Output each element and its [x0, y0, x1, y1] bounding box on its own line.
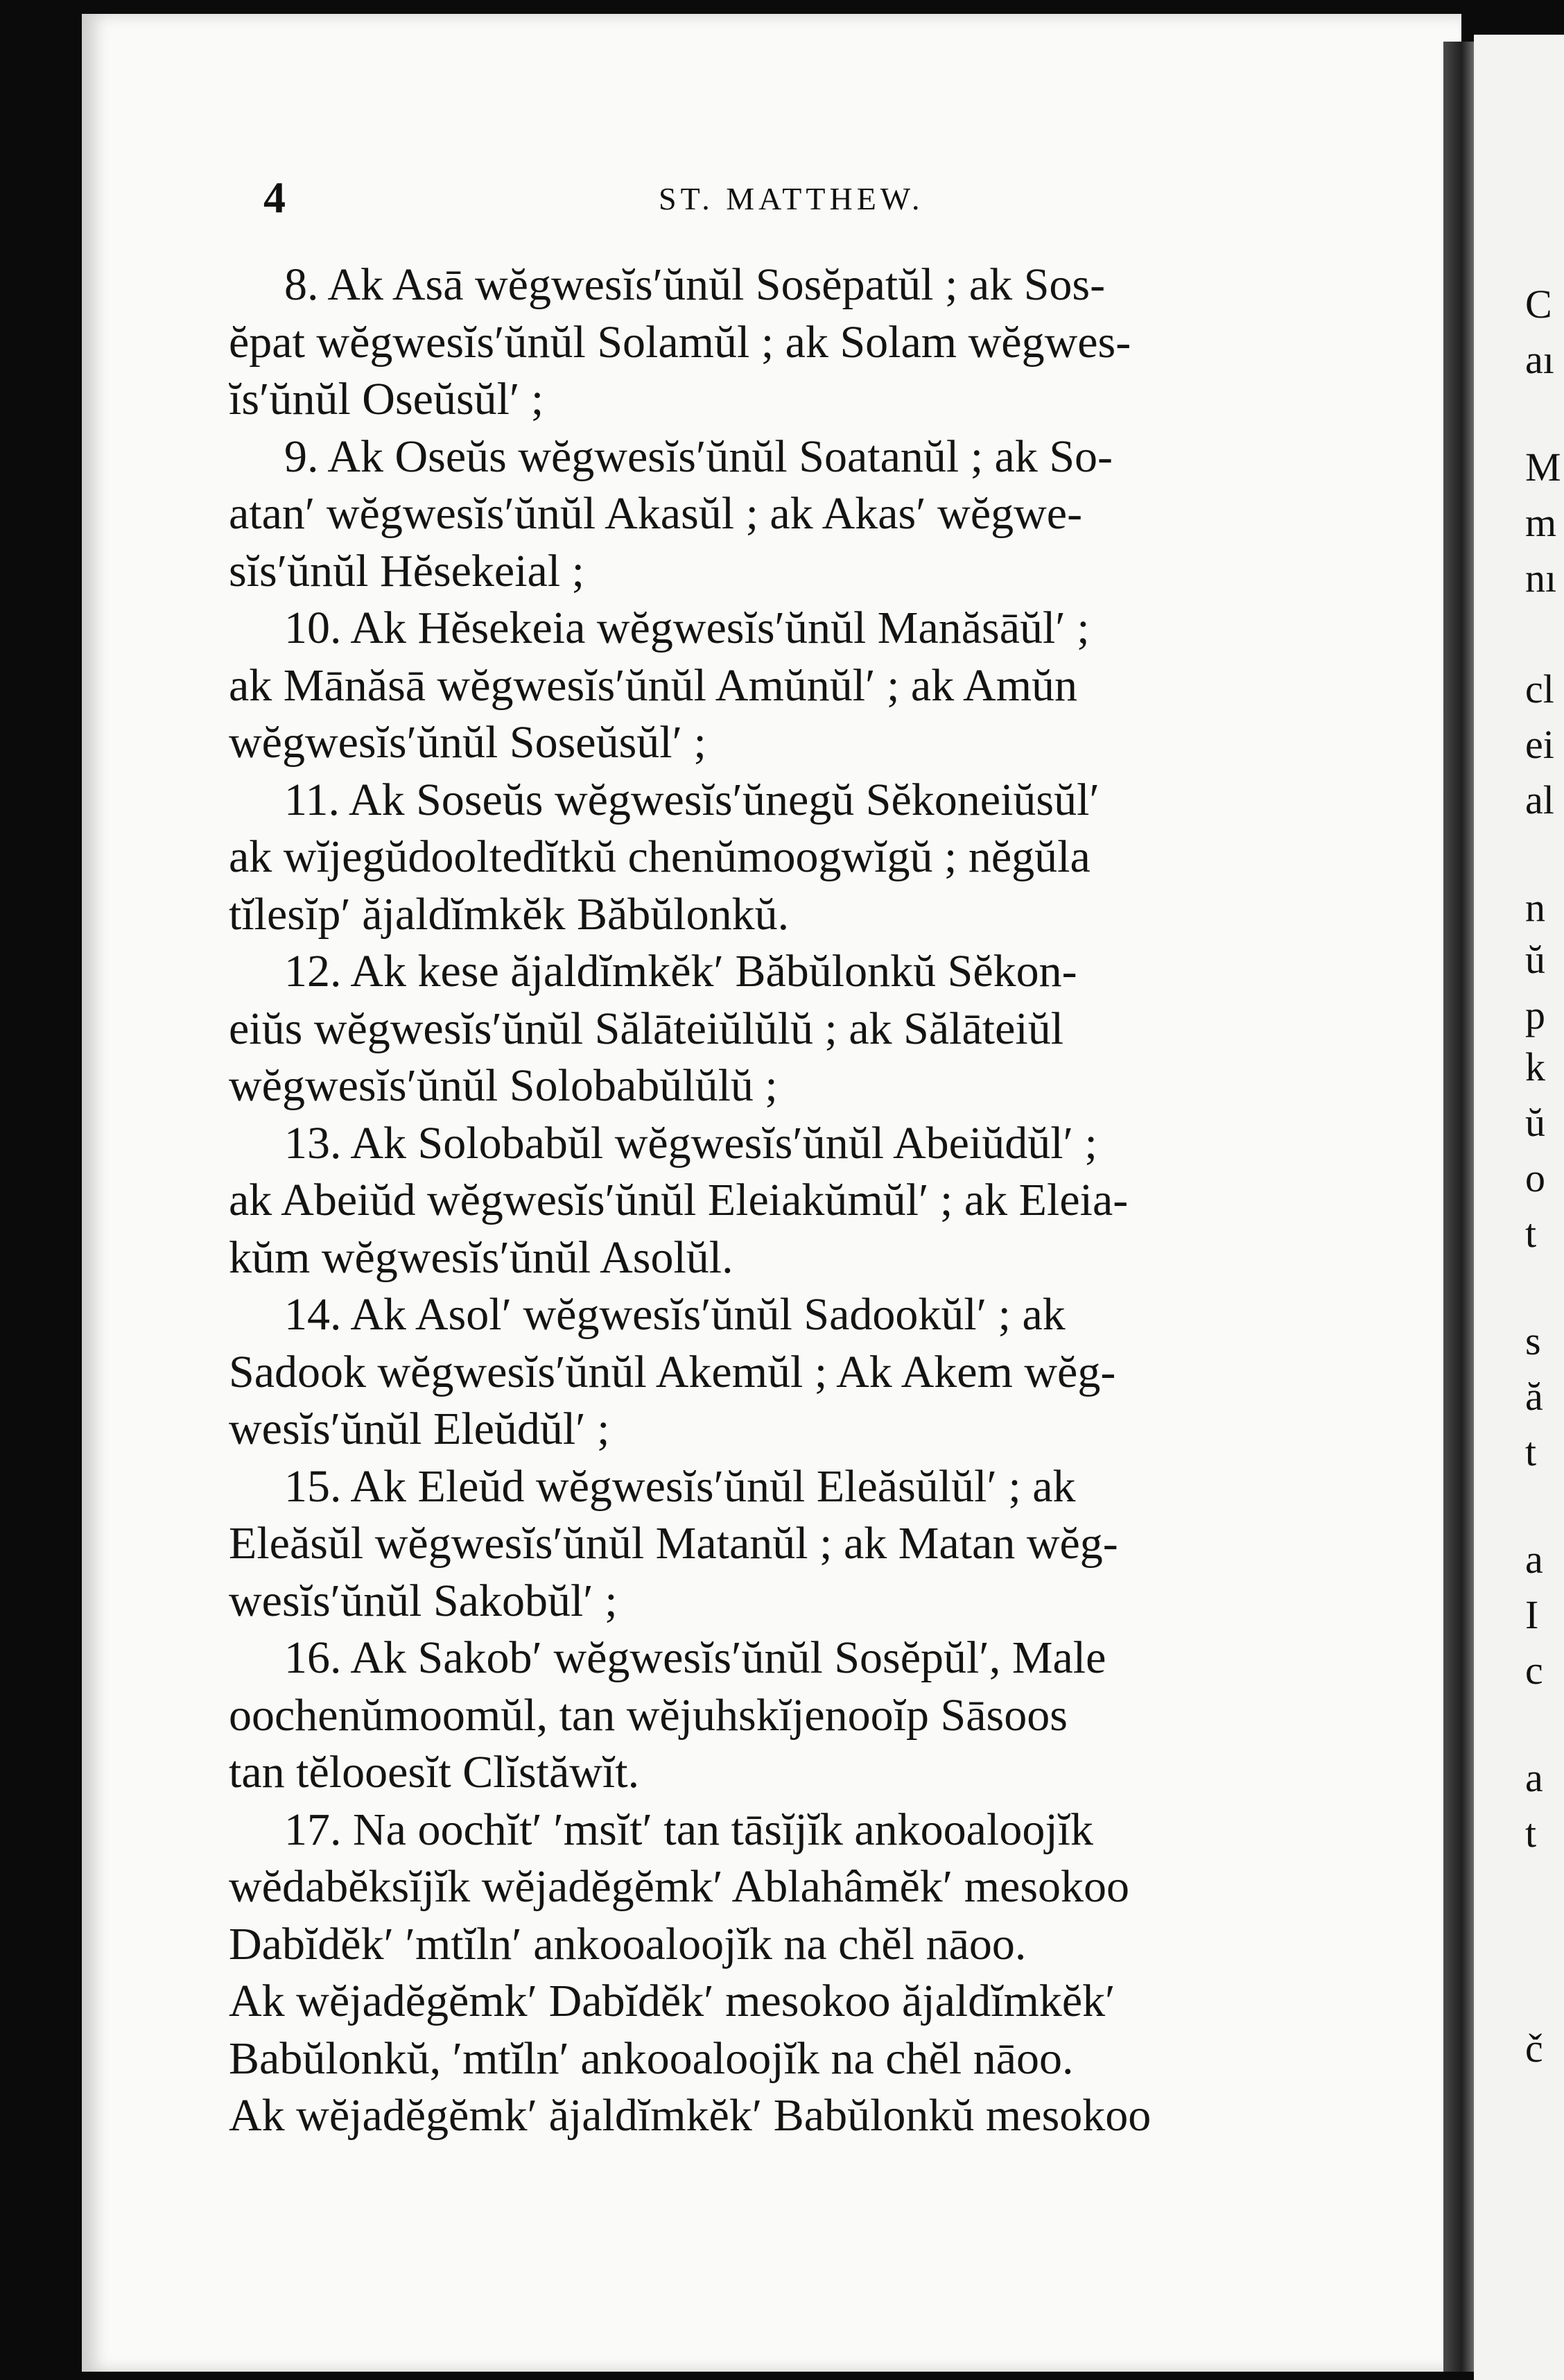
edge-letter: al — [1525, 777, 1554, 822]
verse-14: 14. Ak Asol′ wĕgwesĭs′ŭnŭl Sadookŭl′ ; ak Sadook wĕgwesĭs′ŭnŭl Akemŭl ; Ak Akem wĕg- wesĭs′ŭnŭl Eleŭdŭl′ ; — [229, 1289, 1116, 1454]
edge-letter: a — [1525, 1537, 1543, 1582]
verse-12: 12. Ak kese ăjaldĭmkĕk′ Băbŭlonkŭ Sĕkon- eiŭs wĕgwesĭs′ŭnŭl Sălāteiŭlŭlŭ ; ak Sălāteiŭl wĕgwesĭs′ŭnŭl Solobabŭlŭlŭ ; — [229, 946, 1077, 1111]
edge-letter: t — [1525, 1811, 1537, 1856]
edge-letter: k — [1525, 1044, 1545, 1089]
page-header — [263, 172, 1373, 227]
verse-11: 11. Ak Soseŭs wĕgwesĭs′ŭnegŭ Sĕkoneiŭsŭl′ ak wĭjegŭdooltedĭtkŭ chenŭmoogwĭgŭ ; nĕgŭla tĭlesĭp′ ăjaldĭmkĕk Băbŭlonkŭ. — [229, 774, 1100, 940]
verse-9: 9. Ak Oseŭs wĕgwesĭs′ŭnŭl Soatanŭl ; ak So- atan′ wĕgwesĭs′ŭnŭl Akasŭl ; ak Akas′ wĕgwe- sĭs′ŭnŭl Hĕsekeial ; — [229, 431, 1113, 596]
verse-15: 15. Ak Eleŭd wĕgwesĭs′ŭnŭl Eleăsŭlŭl′ ; ak Eleăsŭl wĕgwesĭs′ŭnŭl Matanŭl ; ak Matan wĕg- wesĭs′ŭnŭl Sakobŭl′ ; — [229, 1460, 1118, 1626]
edge-letter: ă — [1525, 1374, 1543, 1419]
verse-text-block — [229, 257, 1345, 2145]
edge-letter: t — [1525, 1211, 1537, 1256]
edge-letter: s — [1525, 1318, 1541, 1363]
book-gutter — [1443, 42, 1474, 2372]
edge-letter: t — [1525, 1429, 1537, 1474]
edge-letter: cl — [1525, 666, 1554, 712]
edge-letter: c — [1525, 1648, 1543, 1693]
edge-letter: č — [1525, 2026, 1543, 2071]
verse-16: 16. Ak Sakob′ wĕgwesĭs′ŭnŭl Sosĕpŭl′, Male oochenŭmoomŭl, tan wĕjuhskĭjenooĭp Sāsoos tan tĕlooesĭt Clĭstăwĭt. — [229, 1632, 1106, 1797]
edge-letter: ei — [1525, 722, 1554, 767]
edge-letter: m — [1525, 500, 1557, 545]
edge-letter: p — [1525, 992, 1545, 1037]
edge-letter: o — [1525, 1155, 1545, 1200]
edge-letter: C — [1525, 282, 1552, 327]
verse-13: 13. Ak Solobabŭl wĕgwesĭs′ŭnŭl Abeiŭdŭl′ ; ak Abeiŭd wĕgwesĭs′ŭnŭl Eleiakŭmŭl′ ; ak Eleia- kŭm wĕgwesĭs′ŭnŭl Asolŭl. — [229, 1117, 1129, 1283]
edge-letter: n — [1525, 885, 1545, 930]
adjacent-page-edge-text — [1525, 0, 1564, 2380]
page-number: 4 — [263, 173, 286, 222]
edge-letter: M — [1525, 445, 1561, 490]
edge-letter: a — [1525, 1755, 1543, 1800]
verse-10: 10. Ak Hĕsekeia wĕgwesĭs′ŭnŭl Manăsāŭl′ ; ak Mānăsā wĕgwesĭs′ŭnŭl Amŭnŭl′ ; ak Amŭn wĕgwesĭs′ŭnŭl Soseŭsŭl′ ; — [229, 603, 1090, 768]
verse-17: 17. Na oochĭt′ ′msĭt′ tan tāsĭjĭk ankooaloojĭk wĕdabĕksĭjĭk wĕjadĕgĕmk′ Ablahâmĕk′ mesokoo Dabĭdĕk′ ′mtĭln′ ankooaloojĭk na chĕl nāoo. Ak wĕjadĕgĕmk′ Dabĭdĕk′ mesokoo ăjaldĭmkĕk′ Babŭlonkŭ, ′mtĭln′ ankooaloojĭk na chĕl nāoo. Ak wĕjadĕgĕmk′ ăjaldĭmkĕk′ Babŭlonkŭ mesokoo — [229, 1804, 1152, 2141]
edge-letter: ŭ — [1525, 1100, 1545, 1145]
running-head: ST. MATTHEW. — [659, 181, 924, 216]
edge-letter: aı — [1525, 337, 1554, 382]
edge-letter: ŭ — [1525, 937, 1545, 982]
verse-8: 8. Ak Asā wĕgwesĭs′ŭnŭl Sosĕpatŭl ; ak Sos- ĕpat wĕgwesĭs′ŭnŭl Solamŭl ; ak Solam wĕgwes- ĭs′ŭnŭl Oseŭsŭl′ ; — [229, 259, 1131, 424]
edge-letter: nı — [1525, 555, 1557, 601]
edge-letter: I — [1525, 1592, 1539, 1637]
